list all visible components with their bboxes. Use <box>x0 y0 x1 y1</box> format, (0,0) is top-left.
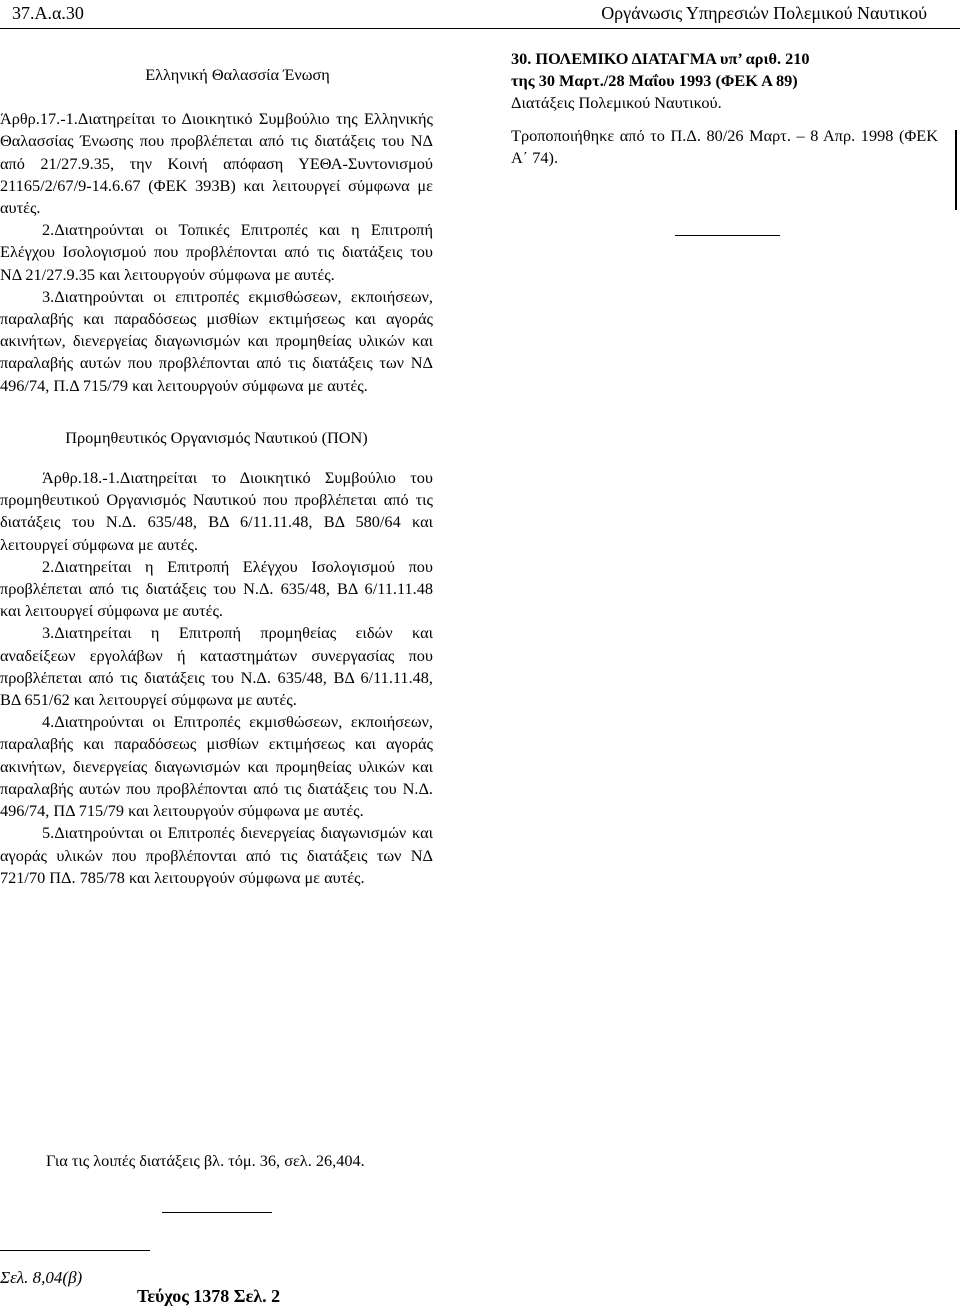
article-18-para-4: 4.Διατηρούνται οι Επιτροπές εκμισθώσεων, εκποιήσεων, παραλαβής και παραδόσεως μισθίων εκτιμήσεως και αγοράς ακινήτων, διενεργείας διαγωνισμών και προμηθείας υλικών και παραλαβής αυτών που προβλέπονται από τις διατάξεις του Ν.Δ. 496/74, ΠΔ 715/79 και λειτουργούν σύμφωνα με αυτές. <box>0 712 433 821</box>
footer-page-ref: Σελ. 8,04(β) <box>0 1268 83 1287</box>
amendment-margin-bar <box>955 130 957 210</box>
decree-title-line-2: της 30 Μαρτ./28 Μαΐου 1993 (ΦΕΚ Α 89) <box>511 71 798 91</box>
amendment-note: Τροποποιήθηκε από το Π.Δ. 80/26 Μαρτ. – 8 Απρ. 1998 (ΦΕΚ Α΄ 74). <box>511 125 938 167</box>
section-title-thalassia-enosi: Ελληνική Θαλασσία Ένωση <box>145 65 330 84</box>
decree-subtitle: Διατάξεις Πολεμικού Ναυτικού. <box>511 93 722 113</box>
footer-rule <box>0 1250 150 1251</box>
section-title-pon: Προμηθευτικός Οργανισμός Ναυτικού (ΠΟΝ) <box>65 427 368 447</box>
article-18-para-5: 5.Διατηρούνται οι Επιτροπές διενεργείας διαγωνισμών και αγοράς υλικών που προβλέπονται από τις διατάξεις των ΝΔ 721/70 ΠΔ. 785/78 και λειτουργούν σύμφωνα με αυτές. <box>0 823 433 887</box>
right-section-rule <box>675 235 780 236</box>
left-column <box>0 40 433 889</box>
article-18-para-3: 3.Διατηρείται η Επιτροπή προμηθείας ειδών και αναδείξεων εργολάβων ή καταστημάτων συνεργασίας που προβλέπεται από τις διατάξεις του Ν.Δ. 635/48, ΒΔ 6/11.11.48, ΒΔ 651/62 και λειτουργεί σύμφωνα με αυτές. <box>0 623 433 710</box>
header-section-code: 37.Α.α.30 <box>12 3 84 23</box>
article-18-para-1: Άρθρ.18.-1.Διατηρείται το Διοικητικό Συμβούλιο του προμηθευτικού Οργανισμός Ναυτικού που προβλέπεται από τις διατάξεις του Ν.Δ. 635/48, ΒΔ 6/11.11.48, ΒΔ 580/64 και λειτουργεί σύμφωνα με αυτές. <box>0 468 433 554</box>
reference-note: Για τις λοιπές διατάξεις βλ. τόμ. 36, σελ. 26,404. <box>46 1151 365 1170</box>
article-17-para-3: 3.Διατηρούνται οι επιτροπές εκμισθώσεων, εκποιήσεων, παραλαβής και παραδόσεως μισθίων εκτιμήσεως και αγοράς ακινήτων, διενεργείας διαγωνισμών και προμηθείας υλικών και παραλαβής αυτών που προβλέπονται από τις διατάξεις των ΝΔ 496/74, Π.Δ 715/79 και λειτουργούν σύμφωνα με αυτές. <box>0 286 433 395</box>
header-divider <box>0 28 960 29</box>
section-end-rule <box>162 1212 272 1213</box>
article-17-para-2: 2.Διατηρούνται οι Τοπικές Επιτροπές και η Επιτροπή Ελέγχου Ισολογισμού που προβλέπονται από τις διατάξεις του ΝΔ 21/27.9.35 και λειτουργούν σύμφωνα με αυτές. <box>0 220 433 284</box>
footer-issue: Τεύχος 1378 Σελ. 2 <box>137 1286 281 1306</box>
header-title: Οργάνωσις Υπηρεσιών Πολεμικού Ναυτικού <box>601 3 927 23</box>
right-column <box>511 48 938 169</box>
article-18-para-2: 2.Διατηρείται η Επιτροπή Ελέγχου Ισολογισμού που προβλέπεται από τις διατάξεις του Ν.Δ. 635/48, ΒΔ 6/11.11.48 και λειτουργεί σύμφωνα με αυτές. <box>0 556 433 621</box>
decree-title-line-1: 30. ΠΟΛΕΜΙΚΟ ΔΙΑΤΑΓΜΑ υπ’ αριθ. 210 <box>511 49 810 68</box>
article-17-para-1: Άρθρ.17.-1.Διατηρείται το Διοικητικό Συμβούλιο της Ελληνικής Θαλασσίας Ένωσης που προβλέπεται από τις διατάξεις του ΝΔ από 21/27.9.35, την Κοινή απόφαση ΥΕΘΑ-Συντονισμού 21165/2/67/9-14.6.67 (ΦΕΚ 393Β) και λειτουργεί σύμφωνα με αυτές. <box>0 109 433 218</box>
